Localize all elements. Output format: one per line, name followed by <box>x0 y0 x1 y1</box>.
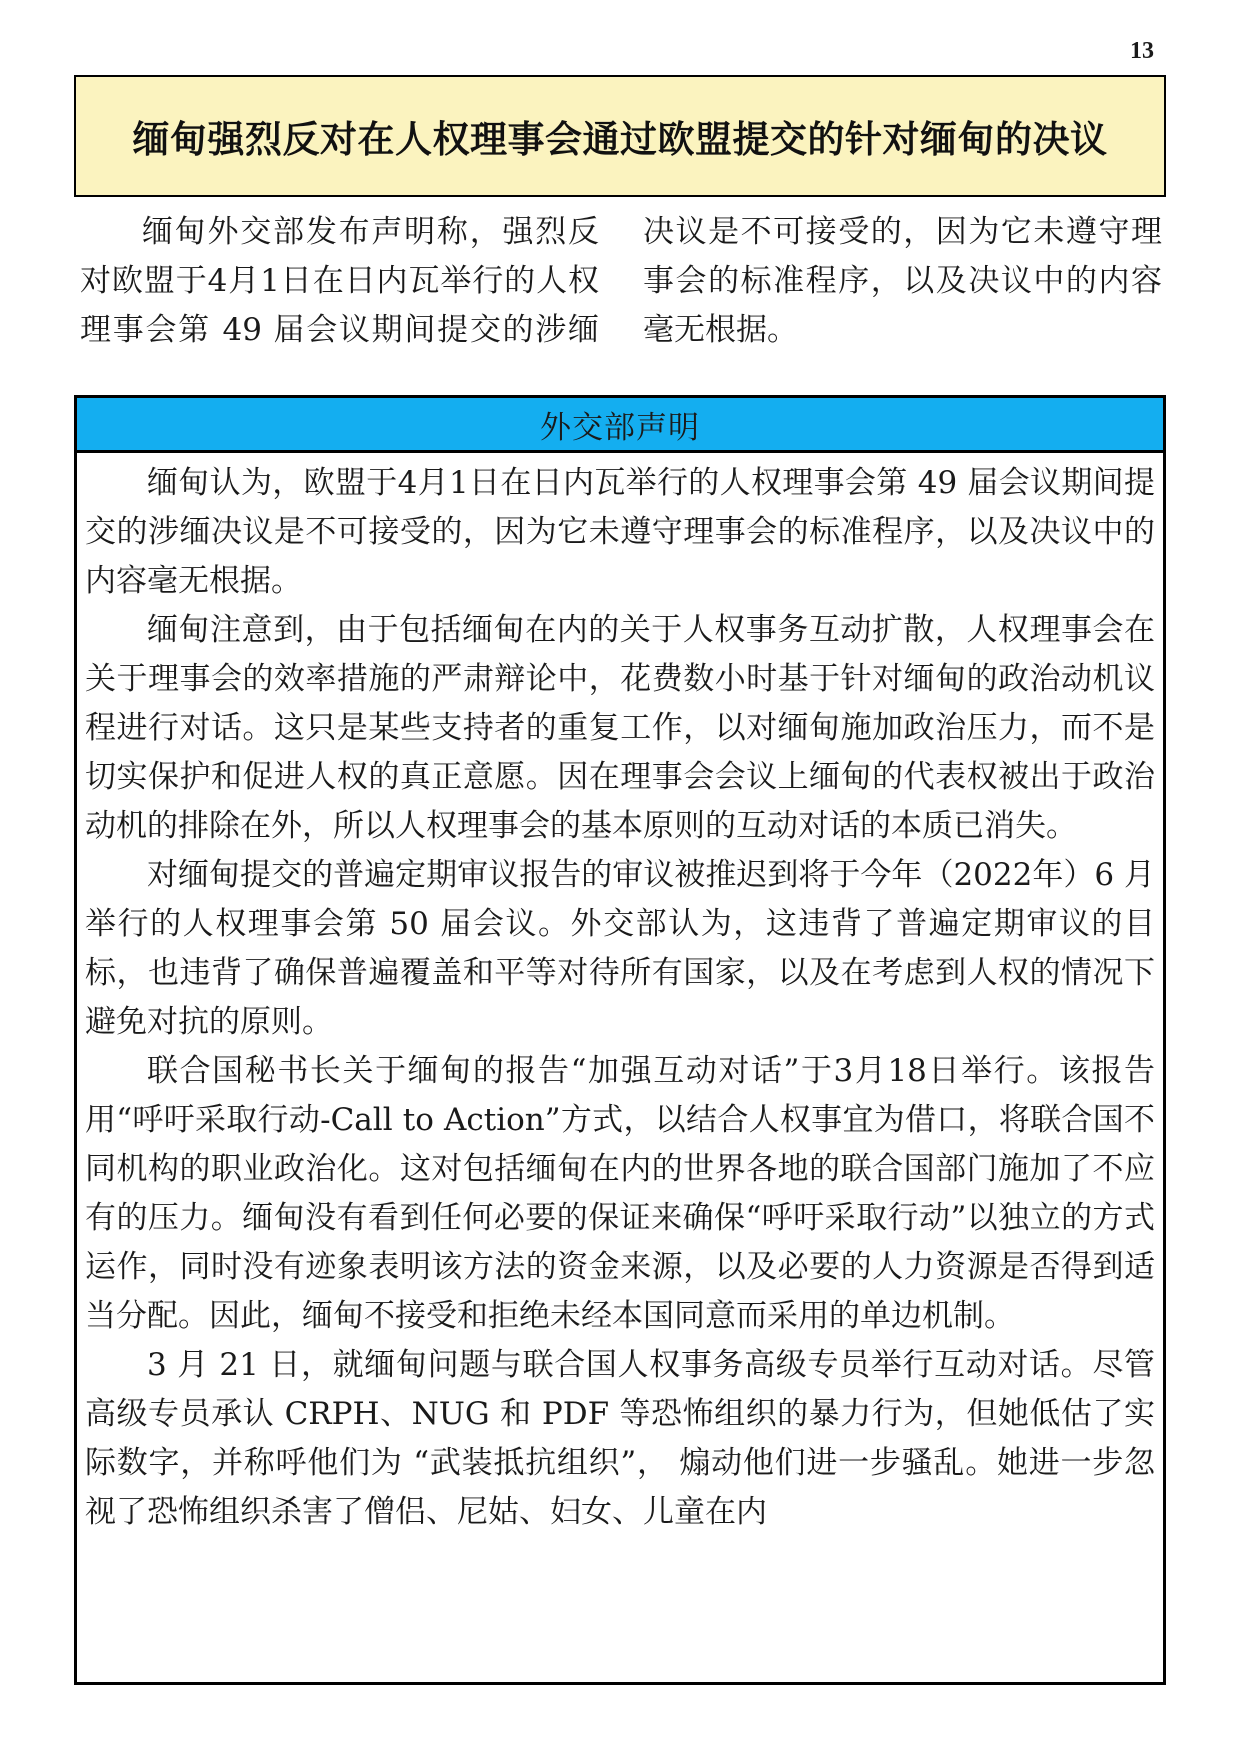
statement-paragraph: 缅甸认为，欧盟于4月1日在日内瓦举行的人权理事会第 49 届会议期间提交的涉缅决议是不可接受的，因为它未遵守理事会的标准程序，以及决议中的内容毫无根据。 <box>85 465 1155 599</box>
headline-banner <box>74 75 1166 197</box>
statement-box <box>74 395 1166 1685</box>
statement-title: 外交部声明 <box>77 398 1163 453</box>
statement-body <box>77 453 1163 1537</box>
headline-title: 缅甸强烈反对在人权理事会通过欧盟提交的针对缅甸的决议 <box>132 118 1108 161</box>
page-number: 13 <box>1130 38 1154 64</box>
statement-paragraph: 联合国秘书长关于缅甸的报告“加强互动对话”于3月18日举行。该报告用“呼吁采取行动-Call to Action”方式，以结合人权事宜为借口，将联合国不同机构的职业政治化。这对包括缅甸在内的世界各地的联合国部门施加了不应有的压力。缅甸没有看到任何必要的保证来确保“呼吁采取行动”以独立的方式运作，同时没有迹象表明该方法的资金来源，以及必要的人力资源是否得到适当分配。因此，缅甸不接受和拒绝未经本国同意而采用的单边机制。 <box>85 1053 1155 1334</box>
statement-paragraph: 缅甸注意到，由于包括缅甸在内的关于人权事务互动扩散，人权理事会在关于理事会的效率措施的严肃辩论中，花费数小时基于针对缅甸的政治动机议程进行对话。这只是某些支持者的重复工作，以对缅甸施加政治压力，而不是切实保护和促进人权的真正意愿。因在理事会会议上缅甸的代表权被出于政治动机的排除在外，所以人权理事会的基本原则的互动对话的本质已消失。 <box>85 612 1155 844</box>
statement-paragraph: 3 月 21 日，就缅甸问题与联合国人权事务高级专员举行互动对话。尽管高级专员承认 CRPH、NUG 和 PDF 等恐怖组织的暴力行为，但她低估了实际数字，并称呼他们为 “武装抵抗组织”， 煽动他们进一步骚乱。她进一步忽视了恐怖组织杀害了僧侣、尼姑、妇女、儿童在内 <box>85 1347 1155 1530</box>
intro-paragraph: 缅甸外交部发布声明称，强烈反对欧盟于4月1日在日内瓦举行的人权理事会第 49 届会议期间提交的涉缅决议是不可接受的，因为它未遵守理事会的标准程序，以及决议中的内容毫无根据。 <box>80 214 1162 348</box>
intro-text <box>80 208 1162 358</box>
statement-paragraph: 对缅甸提交的普遍定期审议报告的审议被推迟到将于今年（2022年）6 月举行的人权理事会第 50 届会议。外交部认为，这违背了普遍定期审议的目标，也违背了确保普遍覆盖和平等对待所有国家，以及在考虑到人权的情况下避免对抗的原则。 <box>85 857 1155 1040</box>
